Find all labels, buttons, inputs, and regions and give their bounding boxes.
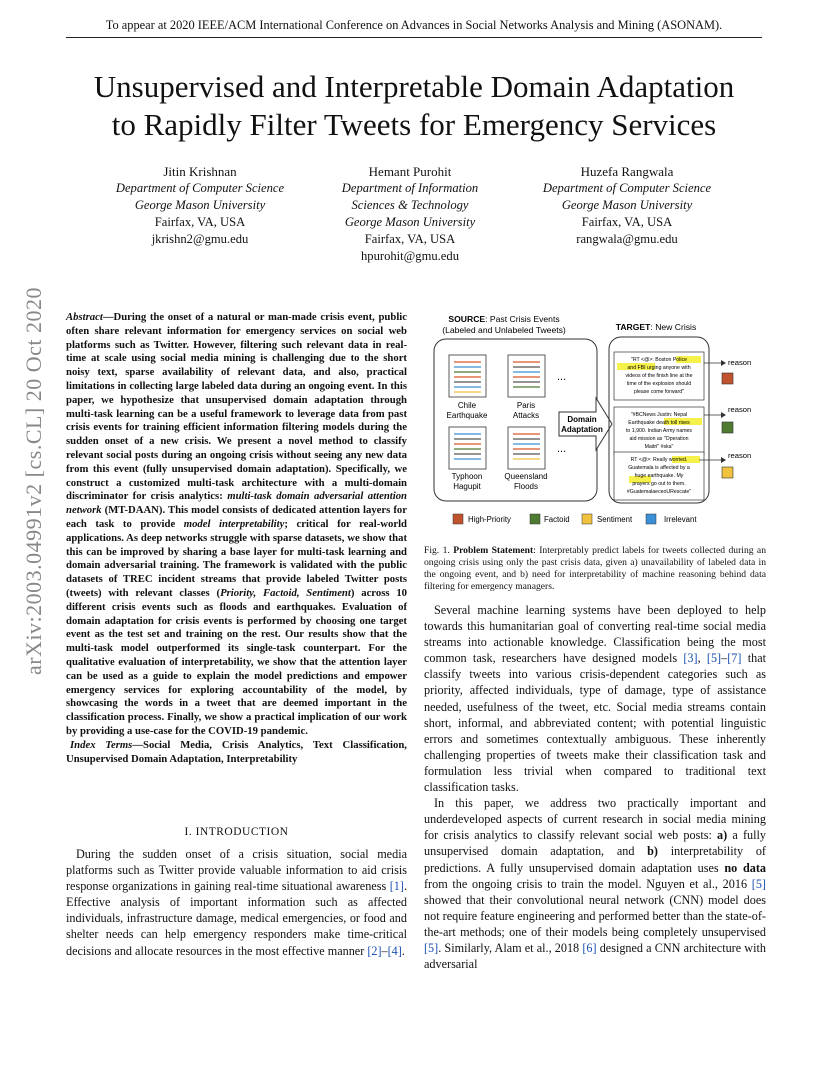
- abstract-label: Abstract: [66, 311, 103, 323]
- svg-text:Irrelevant: Irrelevant: [664, 515, 697, 524]
- body-bold: b): [647, 844, 658, 859]
- svg-text:Maitri" #ska": Maitri" #ska": [644, 444, 674, 450]
- author-affiliation: Department of Computer Science: [542, 181, 712, 195]
- body-text: . Effective analysis of important information such as affected individuals, infrastructure damage, medical emergencies, or food and shelter needs can help emergency responders make time-critical decisions and allocate resources in the most effective manner: [66, 879, 407, 958]
- svg-text:videos of the finish line at t: videos of the finish line at the: [625, 373, 693, 379]
- event-label: Chile: [457, 401, 477, 410]
- body-bold: a): [717, 828, 728, 843]
- author-city: Fairfax, VA, USA: [154, 215, 246, 229]
- arrow-label: Adaptation: [561, 425, 603, 434]
- abstract-emph: Priority, Factoid, Sentiment: [220, 586, 351, 599]
- citation-link[interactable]: [1]: [389, 879, 404, 894]
- index-terms: —Social Media, Crisis Analytics, Text Classification, Unsupervised Domain Adaptation, Interpretability: [66, 738, 407, 765]
- citation-link[interactable]: [2]: [367, 943, 382, 958]
- event-label: Floods: [513, 482, 539, 491]
- high-priority-swatch: [722, 373, 733, 384]
- sentiment-swatch: [722, 467, 733, 478]
- citation-link[interactable]: [7]: [727, 651, 742, 666]
- author-1: [100, 163, 300, 248]
- svg-text:to 1,900. Indian Army names: to 1,900. Indian Army names: [625, 428, 693, 434]
- target-title: TARGET: New Crisis: [615, 322, 697, 332]
- body-text: interpretability of predictions. A fully unsupervised domain adaptation uses: [424, 844, 766, 875]
- event-label: Hagupit: [453, 482, 481, 491]
- svg-text:#GuatemalaeceoURescate": #GuatemalaeceoURescate": [626, 489, 692, 495]
- citation-link[interactable]: [5]: [424, 940, 439, 955]
- doc-icon-typhoon: [449, 427, 486, 469]
- body-text: designed a CNN architecture with adversarial: [424, 940, 766, 972]
- factoid-swatch: [722, 422, 733, 433]
- svg-text:"RT <@>: Boston Police: "RT <@>: Boston Police: [631, 357, 687, 363]
- doc-icon-paris: [508, 355, 545, 397]
- figure-1: [424, 312, 766, 532]
- tweet-text: [626, 357, 693, 395]
- svg-text:High-Priority: High-Priority: [468, 515, 511, 524]
- body-text: Several machine learning systems have been deployed to help towards this humanitarian goal of converting real-time social media streams into actionable knowledge. Classification being the most common task, researchers have designed models: [424, 603, 766, 666]
- intro-left-column: [66, 846, 407, 959]
- svg-text:"#BCNews Justin: Nepal: "#BCNews Justin: Nepal: [630, 412, 688, 418]
- body-text: a fully unsupervised domain adaptation, and: [424, 828, 766, 859]
- index-terms-label: Index Terms: [70, 738, 133, 751]
- author-2: [310, 163, 510, 265]
- body-text: showed that their convolutional neural network (CNN) model does not require feature engineering and performed better than the state-of-the-art methods; one of their models being completely unsupervised: [424, 892, 766, 939]
- body-bold: no data: [724, 860, 766, 875]
- abstract-text: (MT-DAAN). This model consists of dedicated attention layers for each task to provide: [66, 504, 407, 530]
- author-city: Fairfax, VA, USA: [581, 215, 673, 229]
- section-title: I. INTRODUCTION: [184, 826, 289, 838]
- intro-right-column: [424, 602, 766, 972]
- domain-adaptation-arrow: [559, 398, 612, 450]
- author-affiliation: George Mason University: [344, 215, 476, 229]
- abstract-text: ; critical for real-world applications. As deep networks struggle with sparse datasets, we show that this can be improved by sharing a base layer for multi-task learning and domain adversarial training. The framework is validated with the public datasets of TREC incident streams that provide labeled Twitter posts (tweets) with relevant classes (: [66, 517, 407, 599]
- citation-link[interactable]: [5]: [706, 651, 722, 666]
- doc-icon-queensland: [508, 427, 545, 469]
- reason-label: reason: [728, 451, 752, 460]
- svg-text:please come forward": please come forward": [634, 389, 684, 395]
- arxiv-stamp: arXiv:2003.04991v2 [cs.CL] 20 Oct 2020: [21, 286, 46, 676]
- abstract-emph: model interpretability: [183, 517, 285, 530]
- svg-text:prayers go out to them.: prayers go out to them.: [632, 481, 686, 487]
- citation-link[interactable]: [6]: [582, 940, 597, 955]
- abstract-text: ) across 10 different crisis events such as floods and earthquakes. Evaluation of domain adaptation for crisis events is performed by choosing one target event as the test set and training on the rest. Our results show that the multi-task model outperformed its single-task counterpart. For the qualitative evaluation of interpretability, we show that the attention layer can be used as a guide to explain the model predictions and empower emergency services for exploring accountability of the model, by showcasing the words in a tweet that are deemed important in the classification process. Finally, we show a practical implication of our work by providing a use-case for the COVID-19 pandemic.: [66, 586, 408, 737]
- ellipsis: ...: [557, 443, 567, 455]
- author-affiliation: Sciences & Technology: [351, 198, 469, 212]
- body-text: . Similarly, Alam et al., 2018: [438, 940, 583, 955]
- svg-text:Factoid: Factoid: [544, 515, 570, 524]
- author-name: Jitin Krishnan: [163, 164, 237, 179]
- body-text: ,: [697, 651, 707, 666]
- body-text: During the sudden onset of a crisis situation, social media platforms such as Twitter provide valuable information to aid crisis response organizations in gaining real-time situational awareness: [66, 847, 407, 894]
- body-text: from the ongoing crisis to train the model. Nguyen et al., 2016: [424, 876, 752, 891]
- author-email[interactable]: hpurohit@gmu.edu: [361, 249, 459, 263]
- title-line-1: Unsupervised and Interpretable Domain Adaptation: [93, 69, 735, 104]
- body-text: –: [381, 943, 388, 958]
- citation-link[interactable]: [5]: [751, 876, 766, 891]
- svg-text:aid mission as "Operation: aid mission as "Operation: [629, 436, 689, 442]
- author-city: Fairfax, VA, USA: [364, 232, 456, 246]
- reason-label: reason: [728, 358, 752, 367]
- svg-text:RT <@>: Really worried.: RT <@>: Really worried.: [630, 457, 688, 463]
- author-affiliation: George Mason University: [134, 198, 266, 212]
- author-affiliation: Department of Information: [341, 181, 479, 195]
- body-text: In this paper, we address two practically important and underdeveloped aspects of current research in social media mining for crisis analytics to classify relevant social web posts:: [424, 796, 766, 843]
- source-subtitle: (Labeled and Unlabeled Tweets): [442, 325, 566, 335]
- event-label: Attacks: [512, 411, 540, 420]
- body-text: that classify tweets into various crisis-dependent categories such as priority, affected individuals, type of damage, type of assistance needed, usefulness of the tweet, etc. Social media streams contain short, informal, and abbreviated content; with potential linguistic errors and sometimes contextually ambiguous. These inherently challenging properties of tweets make their classification task and formulation less trivial when compared to traditional text classification tasks.: [424, 651, 766, 795]
- arrow-label: Domain: [567, 415, 597, 424]
- caption-label: Fig. 1.: [424, 545, 450, 556]
- source-title: SOURCE: Past Crisis Events: [448, 314, 560, 324]
- svg-text:Guatemala is affected by a: Guatemala is affected by a: [628, 465, 690, 471]
- author-affiliation: Department of Computer Science: [115, 181, 285, 195]
- paper-title: [40, 68, 788, 144]
- author-name: Hemant Purohit: [368, 164, 452, 179]
- body-text: –: [721, 651, 728, 666]
- svg-text:huge earthquake. My: huge earthquake. My: [634, 473, 684, 479]
- abstract: [66, 311, 407, 766]
- svg-text:and FBI urging anyone with: and FBI urging anyone with: [627, 365, 691, 371]
- caption-text: : Interpretably predict labels for tweets collected during an ongoing crisis using only the past crisis data, given a) unavailability of labeled data in the ongoing event, and b) need for interpretability of machine reasoning behind data filtering for emergency managers.: [424, 545, 766, 592]
- caption-bold: Problem Statement: [453, 545, 534, 556]
- title-line-2: to Rapidly Filter Tweets for Emergency Services: [111, 107, 717, 142]
- event-label: Queensland: [504, 472, 548, 481]
- tweet-text: [627, 457, 691, 495]
- author-name: Huzefa Rangwala: [580, 164, 674, 179]
- svg-text:Earthquake death toll rises: Earthquake death toll rises: [628, 420, 690, 426]
- doc-icon-chile: [449, 355, 486, 397]
- author-email[interactable]: jkrishn2@gmu.edu: [151, 232, 249, 246]
- figure-legend: [453, 514, 697, 524]
- event-label: Paris: [516, 401, 536, 410]
- conference-header: To appear at 2020 IEEE/ACM International Conference on Advances in Social Networks Analysis and Mining (ASONAM).: [66, 18, 762, 38]
- abstract-emph: multi-task domain adversarial attention network: [66, 490, 407, 517]
- figure-caption: [424, 545, 766, 593]
- svg-text:Sentiment: Sentiment: [597, 515, 633, 524]
- event-label: Earthquake: [446, 411, 488, 420]
- author-email[interactable]: rangwala@gmu.edu: [576, 232, 678, 246]
- body-text: .: [401, 943, 405, 958]
- event-label: Typhoon: [451, 472, 483, 481]
- reason-label: reason: [728, 405, 752, 414]
- abstract-text: —During the onset of a natural or man-made crisis event, public often share relevant information for emergency services on social web platforms such as Twitter. However, filtering such relevant data in real-time at scale using social media mining is challenging due to the short noisy text, sparse availability of relevant data, and also, practical limitations in collecting large labeled data during an ongoing event. In this paper, we hypothesize that unsupervised domain adaptation through multi-task learning can be a useful framework to leverage data from past crisis events for training efficient information filtering models during the sudden onset of a new crisis. We present a novel method to classify relevant social posts during an ongoing crisis without seeing any new data from this event (fully unsupervised domain adaptation). Specifically, we construct a customized multi-task architecture with a multi-domain discriminator for crisis analytics:: [66, 311, 407, 503]
- svg-text:time of the explosion should: time of the explosion should: [626, 381, 692, 387]
- author-3: [522, 163, 732, 248]
- ellipsis: ...: [557, 371, 567, 383]
- citation-link[interactable]: [4]: [387, 943, 402, 958]
- citation-link[interactable]: [3]: [683, 651, 698, 666]
- author-affiliation: George Mason University: [561, 198, 693, 212]
